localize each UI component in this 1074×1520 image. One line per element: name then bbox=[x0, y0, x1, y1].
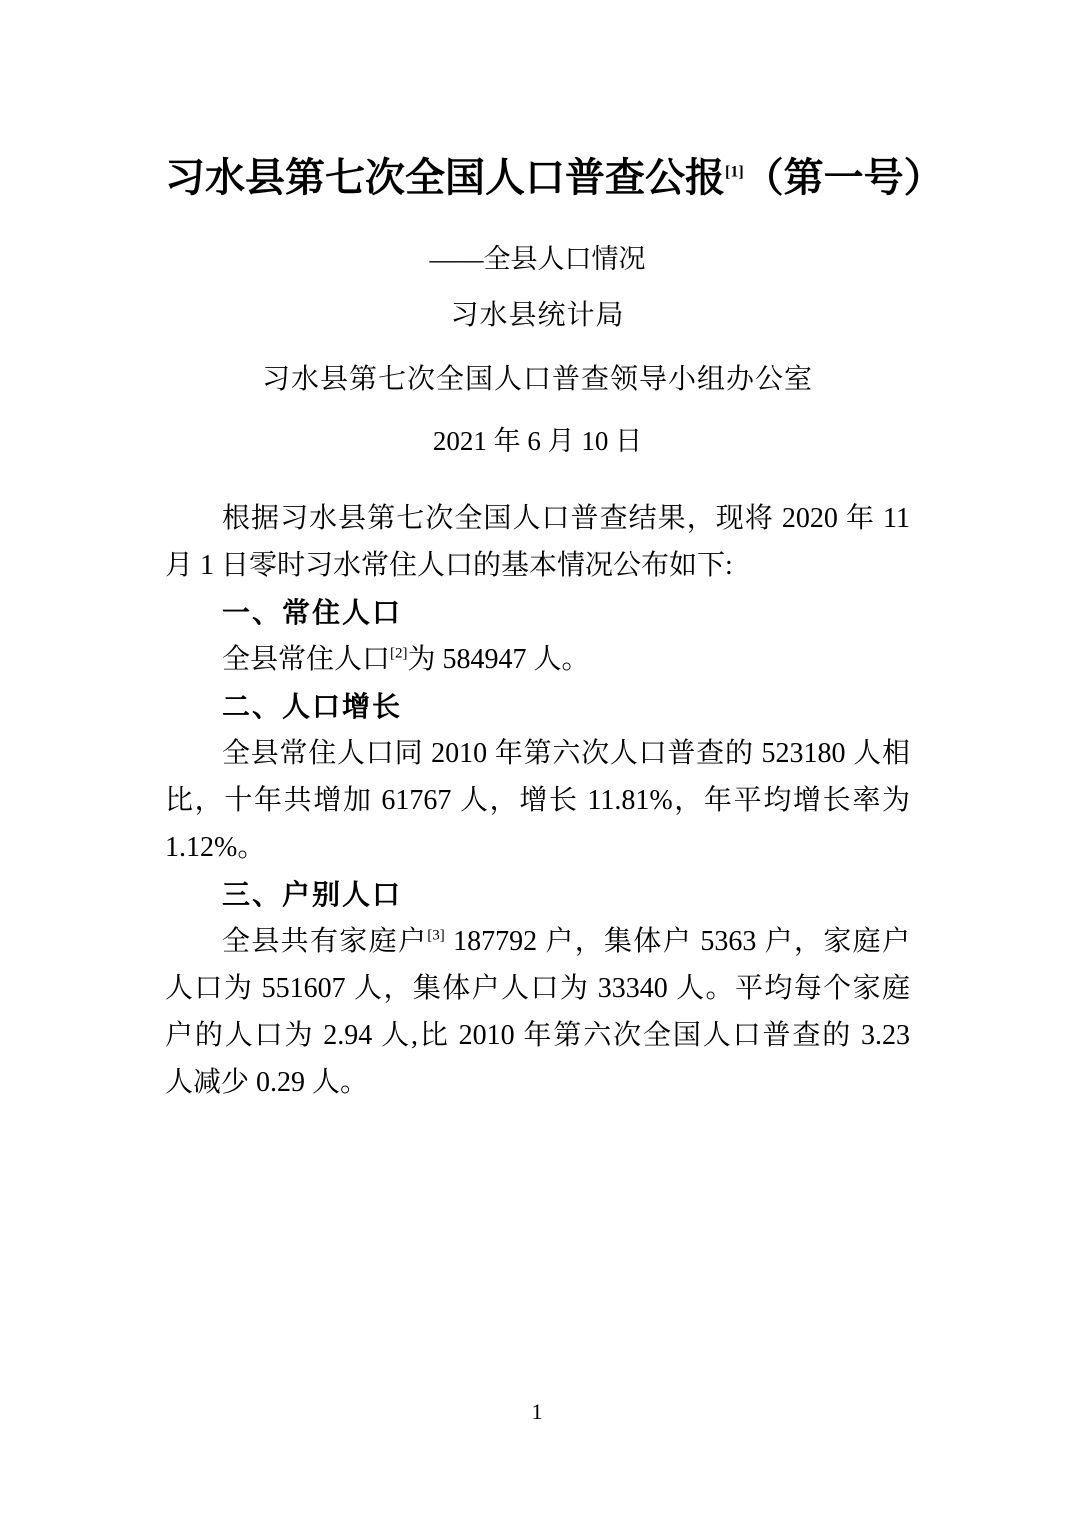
document-content bbox=[165, 0, 944, 1106]
section-3-paragraph-line-2: 人口为 551607 人，集体户人口为 33340 人。平均每个家庭 bbox=[165, 973, 910, 1004]
footnote-ref-3: [3] bbox=[427, 927, 445, 944]
section-2-paragraph-line-1: 全县常住人口同 2010 年第六次人口普查的 523180 人相 bbox=[222, 738, 910, 769]
section-1-text-post: 为 584947 人。 bbox=[407, 644, 590, 675]
issuing-agency-census-office: 习水县第七次全国人口普查领导小组办公室 bbox=[261, 364, 813, 395]
page-number: 1 bbox=[531, 1399, 543, 1424]
issuing-agency-statistics-bureau: 习水县统计局 bbox=[450, 300, 625, 331]
section-3-paragraph-line-4: 人减少 0.29 人。 bbox=[165, 1067, 369, 1098]
intro-paragraph-line-2: 月 1 日零时习水常住人口的基本情况公布如下: bbox=[165, 550, 733, 581]
section-1-text-pre: 全县常住人口 bbox=[222, 644, 391, 675]
publication-date: 2021 年 6 月 10 日 bbox=[432, 426, 643, 456]
section-2-heading: 二、人口增长 bbox=[222, 691, 403, 722]
footnote-ref-1: [1] bbox=[725, 163, 744, 181]
section-3-heading: 三、户别人口 bbox=[222, 879, 403, 910]
document-title bbox=[165, 152, 944, 204]
document-body bbox=[165, 495, 910, 1106]
section-2-paragraph-line-2: 比，十年共增加 61767 人，增长 11.81%，年平均增长率为 bbox=[165, 785, 910, 816]
document-subtitle: ——全县人口情况 bbox=[429, 244, 646, 274]
section-3-paragraph-line-3: 户的人口为 2.94 人,比 2010 年第六次全国人口普查的 3.23 bbox=[165, 1020, 910, 1051]
section-1-heading: 一、常住人口 bbox=[222, 597, 403, 628]
section-2-paragraph-line-3: 1.12%。 bbox=[165, 832, 266, 863]
section-3-text-pre: 全县共有家庭户 bbox=[222, 926, 428, 957]
document-title-main: 习水县第七次全国人口普查公报 bbox=[165, 155, 725, 200]
document-title-number: （第一号） bbox=[743, 155, 944, 200]
section-1-paragraph bbox=[165, 636, 910, 683]
footnote-ref-2: [2] bbox=[390, 645, 408, 662]
section-3-text-post: 187792 户，集体户 5363 户，家庭户 bbox=[444, 926, 910, 957]
intro-paragraph-line-1: 根据习水县第七次全国人口普查结果，现将 2020 年 11 bbox=[222, 503, 910, 534]
section-3-paragraph-line-1 bbox=[165, 918, 910, 965]
